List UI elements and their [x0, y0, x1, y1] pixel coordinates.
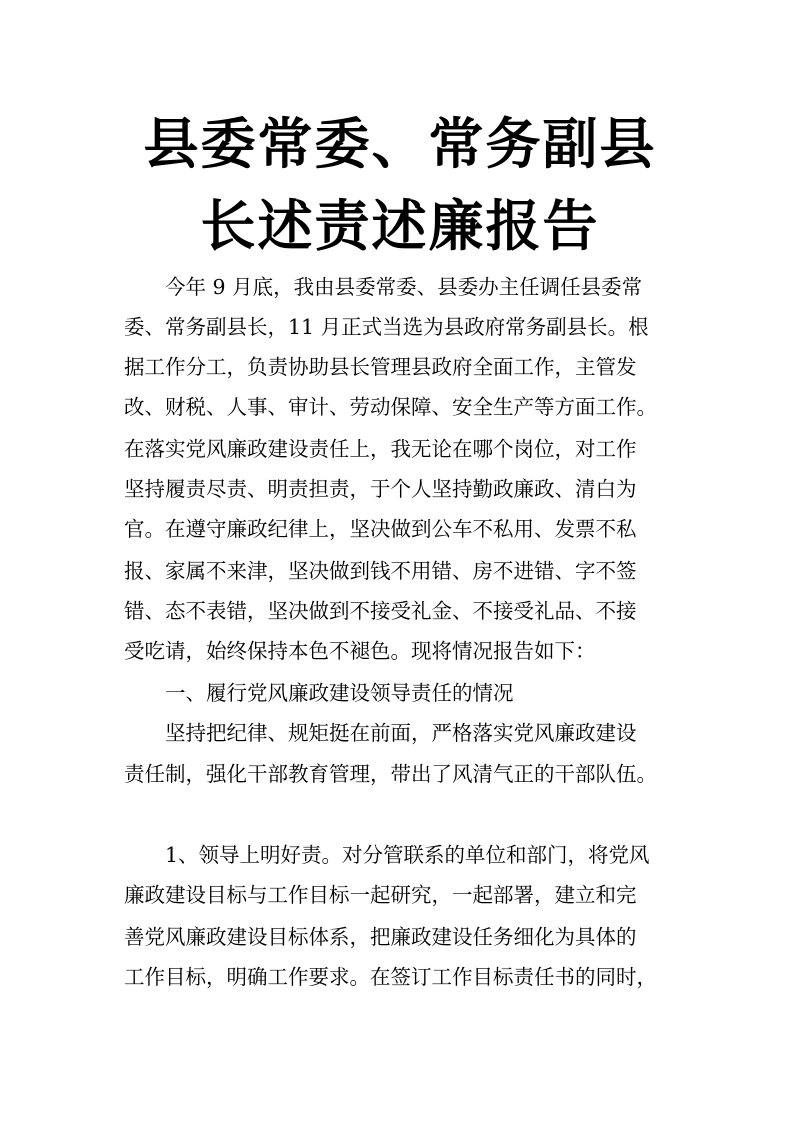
body-line: 错、态不表错，坚决做到不接受礼金、不接受礼品、不接	[124, 599, 637, 623]
body-line: 责任制，强化干部教育管理，带出了风清气正的干部队伍。	[124, 762, 657, 786]
body-line: 改、财税、人事、审计、劳动保障、安全生产等方面工作。	[124, 395, 657, 419]
document-title-line-1: 县委常委、常务副县	[143, 112, 657, 176]
body-line: 据工作分工，负责协助县长管理县政府全面工作，主管发	[124, 355, 637, 379]
body-line: 受吃请，始终保持本色不褪色。现将情况报告如下：	[124, 639, 596, 663]
body-line: 工作目标，明确工作要求。在签订工作目标责任书的同时，	[124, 965, 657, 989]
body-line: 廉政建设目标与工作目标一起研究，一起部署，建立和完	[124, 883, 637, 907]
document-title-line-2: 长述责述廉报告	[200, 194, 600, 258]
body-line: 1、领导上明好责。对分管联系的单位和部门，将党风	[165, 843, 650, 867]
body-line: 坚持履责尽责、明责担责，于个人坚持勤政廉政、清白为	[124, 477, 637, 501]
body-line: 报、家属不来津，坚决做到钱不用错、房不进错、字不签	[124, 559, 637, 583]
body-line: 善党风廉政建设目标体系，把廉政建设任务细化为具体的	[124, 925, 637, 949]
body-line: 今年 9 月底，我由县委常委、县委办主任调任县委常	[165, 275, 643, 299]
section-heading: 一、履行党风廉政建设领导责任的情况	[165, 681, 514, 705]
body-line: 委、常务副县长，11 月正式当选为县政府常务副县长。根	[124, 315, 649, 339]
body-line: 官。在遵守廉政纪律上，坚决做到公车不私用、发票不私	[124, 517, 637, 541]
body-line: 在落实党风廉政建设责任上，我无论在哪个岗位，对工作	[124, 437, 637, 461]
body-line: 坚持把纪律、规矩挺在前面，严格落实党风廉政建设	[165, 721, 637, 745]
